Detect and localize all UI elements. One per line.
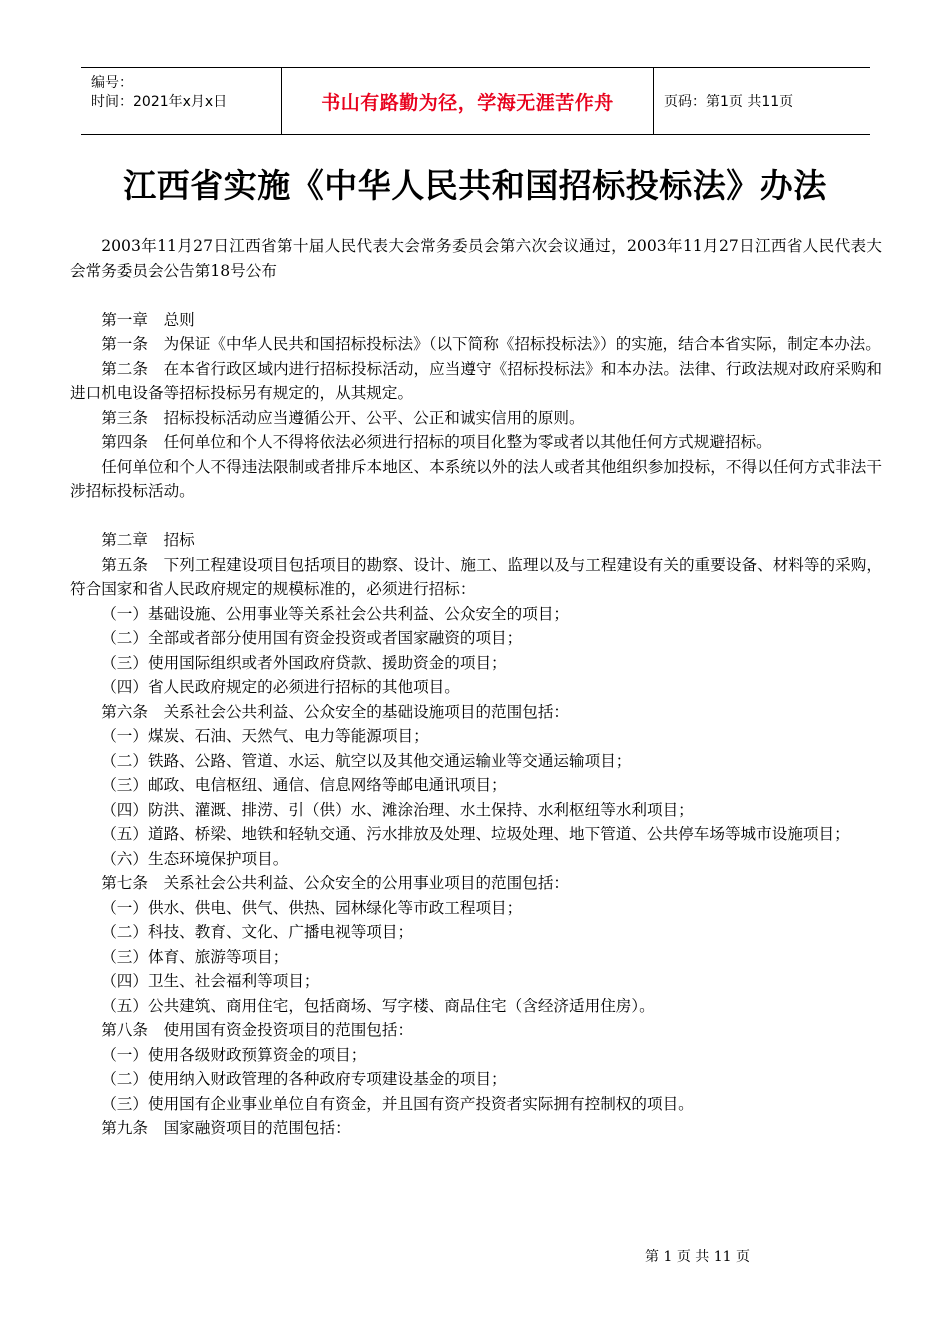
paragraph-spacer: [70, 283, 882, 308]
paragraph: （一）供水、供电、供气、供热、园林绿化等市政工程项目；: [101, 898, 523, 917]
paragraph: （一）煤炭、石油、天然气、电力等能源项目；: [101, 727, 429, 745]
paragraph: （六）生态环境保护项目。: [101, 849, 289, 868]
paragraph: （二）使用纳入财政管理的各种政府专项建设基金的项目；: [101, 1070, 507, 1088]
paragraph: 第三条 招标投标活动应当遵循公开、公平、公正和诚实信用的原则。: [101, 408, 585, 427]
paragraph: 2003年11月27日江西省第十届人民代表大会常务委员会第六次会议通过，2003年11月27日江西省人民代表大会常务委员会公告第18号公布: [70, 237, 882, 280]
paragraph: （五）道路、桥梁、地铁和轻轨交通、污水排放及处理、垃圾处理、地下管道、公共停车场等城市设施项目；: [101, 825, 850, 843]
paragraph: （二）铁路、公路、管道、水运、航空以及其他交通运输业等交通运输项目；: [101, 751, 632, 770]
time-label: 时间：2021年x月x日: [91, 94, 228, 110]
paragraph: 第七条 关系社会公共利益、公众安全的公用事业项目的范围包括：: [101, 874, 570, 892]
document-title: 江西省实施《中华人民共和国招标投标法》办法: [123, 166, 827, 205]
paragraph: 任何单位和个人不得违法限制或者排斥本地区、本系统以外的法人或者其他组织参加投标，不得以任何方式非法干涉招标投标活动。: [70, 457, 882, 500]
page-info-text: 页码：第1页 共11页: [664, 94, 794, 110]
paragraph: 第五条 下列工程建设项目包括项目的勘察、设计、施工、监理以及与工程建设有关的重要设备、材料等的采购，符合国家和省人民政府规定的规模标准的，必须进行招标：: [70, 555, 882, 598]
paragraph: （三）使用国际组织或者外国政府贷款、援助资金的项目；: [101, 653, 507, 672]
motto-cell: [281, 68, 654, 134]
paragraph: （三）邮政、电信枢纽、通信、信息网络等邮电通讯项目；: [101, 776, 507, 794]
page-footer: 第 1 页 共 11 页: [645, 1249, 750, 1265]
paragraph-spacer: [70, 504, 882, 529]
paragraph: 第六条 关系社会公共利益、公众安全的基础设施项目的范围包括：: [101, 702, 570, 721]
paragraph: 第八条 使用国有资金投资项目的范围包括：: [101, 1021, 414, 1039]
paragraph: （五）公共建筑、商用住宅，包括商场、写字楼、商品住宅（含经济适用住房）。: [101, 996, 655, 1015]
page-info-cell: [654, 68, 870, 134]
number-label: 编号：: [91, 75, 133, 91]
paragraph: （三）体育、旅游等项目；: [101, 947, 289, 966]
paragraph: （四）防洪、灌溉、排涝、引（供）水、滩涂治理、水土保持、水利枢纽等水利项目；: [101, 800, 694, 819]
paragraph: 第二章 招标: [101, 531, 195, 549]
paragraph: （三）使用国有企业事业单位自有资金，并且国有资产投资者实际拥有控制权的项目。: [101, 1094, 694, 1113]
motto-text: 书山有路勤为径，学海无涯苦作舟: [321, 91, 614, 114]
header-table: [81, 67, 870, 135]
paragraph: 第二条 在本省行政区域内进行招标投标活动，应当遵守《招标投标法》和本办法。法律、行政法规对政府采购和进口机电设备等招标投标另有规定的，从其规定。: [70, 359, 882, 402]
header-meta-cell: [81, 68, 281, 134]
paragraph: （四）省人民政府规定的必须进行招标的其他项目。: [101, 678, 460, 696]
paragraph: （一）基础设施、公用事业等关系社会公共利益、公众安全的项目；: [101, 604, 570, 623]
paragraph: （四）卫生、社会福利等项目；: [101, 972, 320, 990]
document-body: [70, 234, 882, 1141]
paragraph: 第四条 任何单位和个人不得将依法必须进行招标的项目化整为零或者以其他任何方式规避招标。: [101, 433, 772, 451]
paragraph: （二）全部或者部分使用国有资金投资或者国家融资的项目；: [101, 629, 523, 647]
paragraph: （二）科技、教育、文化、广播电视等项目；: [101, 923, 414, 941]
paragraph: 第一条 为保证《中华人民共和国招标投标法》（以下简称《招标投标法》）的实施，结合本省实际，制定本办法。: [101, 335, 881, 353]
paragraph: 第九条 国家融资项目的范围包括：: [101, 1119, 351, 1137]
paragraph: 第一章 总则: [101, 310, 195, 329]
paragraph: （一）使用各级财政预算资金的项目；: [101, 1045, 367, 1064]
